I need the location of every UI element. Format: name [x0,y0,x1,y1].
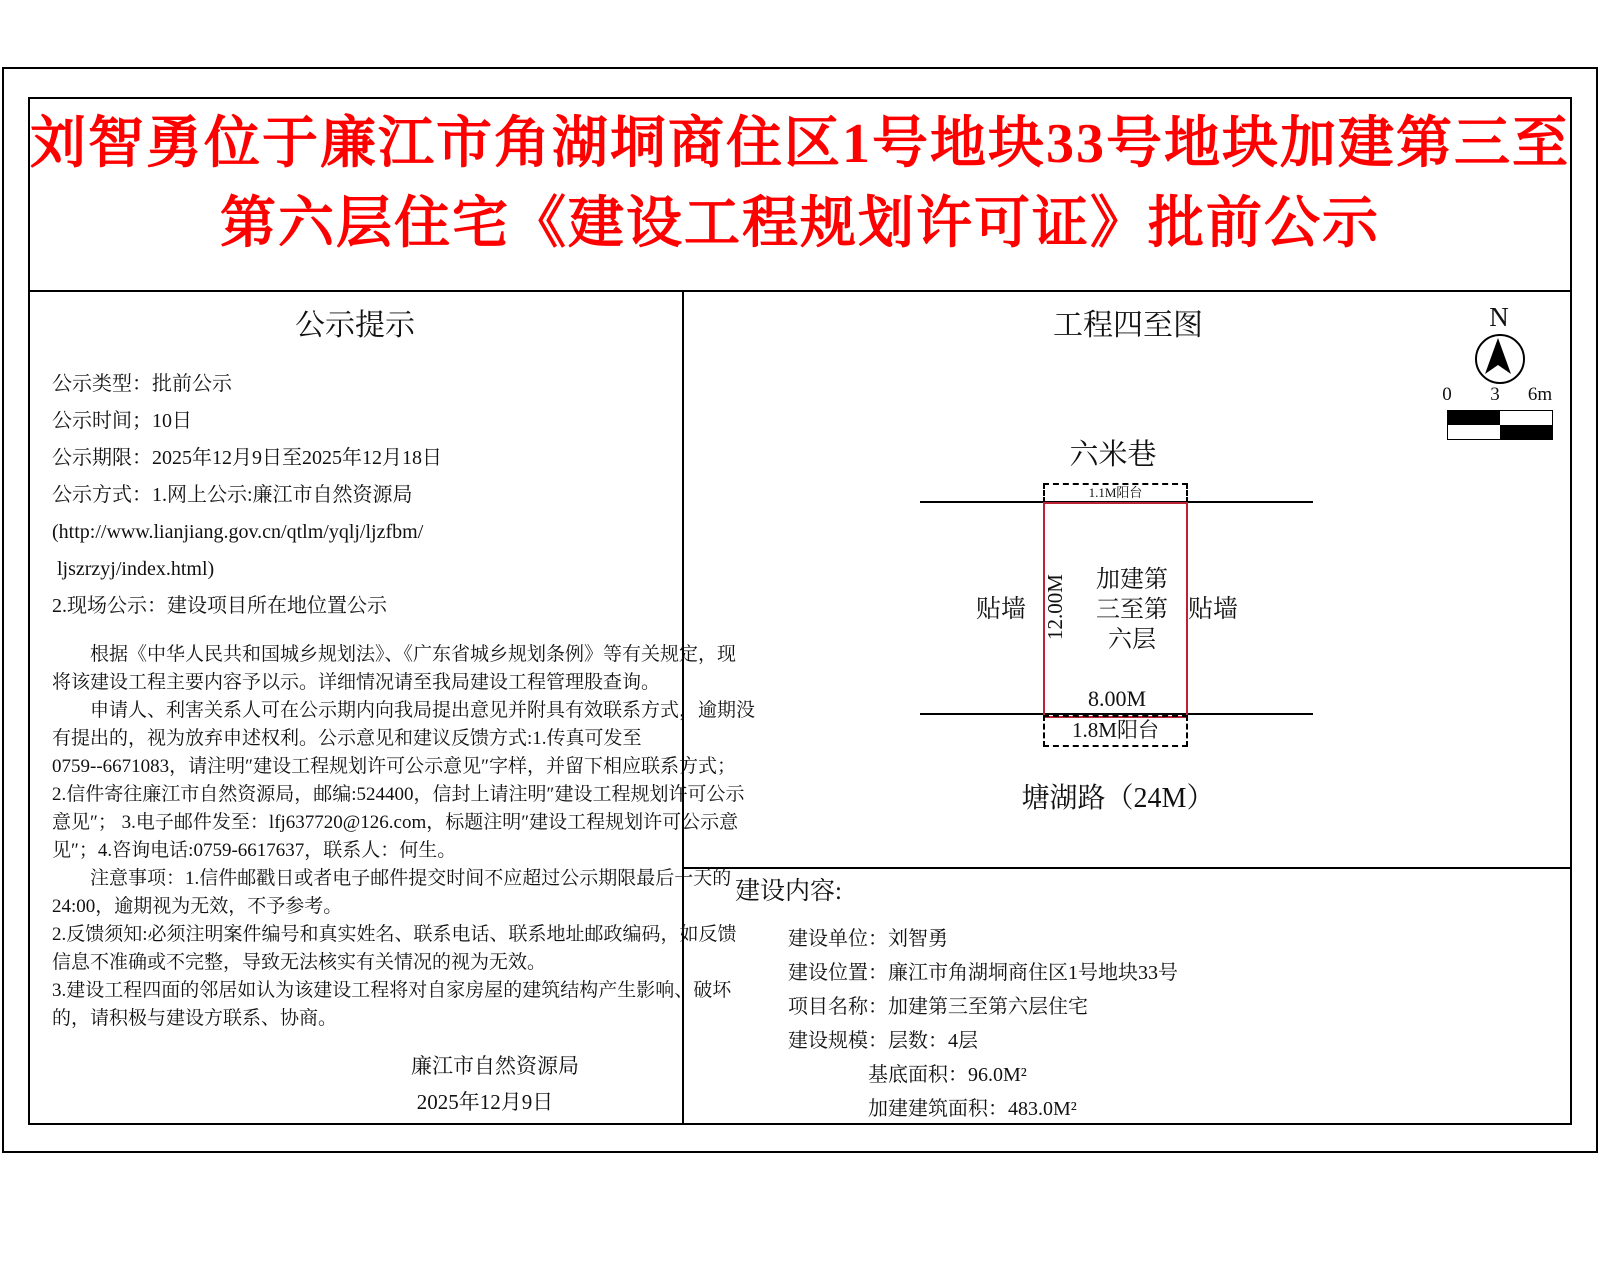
construction-content-items [788,922,1178,1058]
site-map-heading: 工程四至图 [1053,309,1203,342]
text-line: 公示方式：1.网上公示:廉江市自然资源局 [52,484,413,506]
scale-tick-0: 0 [1442,384,1452,405]
text-line: 加建第 [1096,567,1168,593]
text-line: 见″；4.咨询电话:0759-6617637，联系人：何生。 [52,840,457,861]
text-line: 2.反馈须知:必须注明案件编号和真实姓名、联系电话、联系地址邮政编码，如反馈 [52,924,737,945]
text-line: 公示类型：批前公示 [52,373,232,395]
text-line: ljszrzyj/index.html) [52,558,215,580]
text-line: 0759--6671083，请注明″建设工程规划许可公示意见″字样，并留下相应联系方式； [52,756,736,777]
text-line: 基底面积：96.0M² [868,1064,1027,1086]
text-line: 公示期限：2025年12月9日至2025年12月18日 [52,447,442,469]
title-line-1: 刘智勇位于廉江市角湖垌商住区1号地块33号地块加建第三至 [30,113,1570,175]
scale-tick-6m: 6m [1527,384,1553,405]
page-title [28,104,1572,264]
north-arrow-glyph [1477,336,1519,378]
text-line: 的，请积极与建设方联系、协商。 [52,1008,338,1029]
scale-bar-cell [1448,411,1500,425]
text-line: 意见″； 3.电子邮件发至：lfj637720@126.com，标题注明″建设工程规划许可公示意 [52,812,739,833]
text-line: 2.现场公示：建设项目所在地位置公示 [52,595,387,617]
text-line: 有提出的，视为放弃申述权利。公示意见和建议反馈方式:1.传真可发至 [52,728,642,749]
text-line: 2.信件寄往廉江市自然资源局，邮编:524400，信封上请注明″建设工程规划许可公示 [52,784,745,805]
bottom-balcony-outline: 1.8M阳台 [1043,715,1188,747]
text-line: 信息不准确或不完整，导致无法核实有关情况的视为无效。 [52,952,547,973]
title-divider-line [28,290,1572,292]
south-road-label: 塘湖路（24M） [1021,783,1215,814]
notice-info-lines [52,366,672,625]
issue-date: 2025年12月9日 [416,1090,554,1114]
text-line: 3.建设工程四面的邻居如认为该建设工程将对自家房屋的建筑结构产生影响、破坏 [52,980,732,1001]
text-line: 建设规模：层数：4层 [788,1030,978,1052]
north-arrow-icon [1475,334,1525,384]
construction-content-subitems [868,1058,1077,1126]
right-panel-divider-line [684,867,1572,869]
right-wall-label: 贴墙 [1187,596,1238,623]
scale-tick-3: 3 [1490,384,1500,405]
construction-content-heading: 建设内容: [735,878,842,905]
scale-bar-cell [1500,411,1552,425]
text-line: (http://www.lianjiang.gov.cn/qtlm/yqlj/ljzfbm/ [52,521,424,543]
plot-height-dimension: 12.00M [1043,574,1067,640]
left-wall-label: 贴墙 [975,596,1026,623]
notice-paragraph-lines [52,641,756,1033]
text-line: 加建建筑面积：483.0M² [868,1098,1077,1120]
text-line: 申请人、利害关系人可在公示期内向我局提出意见并附具有效联系方式，逾期没 [52,700,756,721]
text-line: 建设单位：刘智勇 [788,928,948,950]
plot-width-dimension: 8.00M [1087,686,1147,711]
notice-tips-heading: 公示提示 [295,309,415,342]
text-line: 六层 [1108,627,1156,653]
text-line: 根据《中华人民共和国城乡规划法》、《广东省城乡规划条例》等有关规定，现 [52,644,737,665]
text-line: 三至第 [1096,597,1168,623]
scale-bar-cell [1448,425,1500,439]
title-line-2: 第六层住宅《建设工程规划许可证》批前公示 [220,193,1380,255]
north-arrow-label: N [1489,302,1509,332]
text-line: 公示时间；10日 [52,410,192,432]
text-line: 将该建设工程主要内容予以示。详细情况请至我局建设工程管理股查询。 [52,672,661,693]
north-road-label: 六米巷 [1069,439,1157,471]
text-line: 项目名称：加建第三至第六层住宅 [788,996,1088,1018]
text-line: 建设位置：廉江市角湖垌商住区1号地块33号 [788,962,1178,984]
scale-bar-cell [1500,425,1552,439]
scale-bar-icon [1447,410,1553,440]
top-balcony-outline: 1.1M阳台 [1043,483,1188,503]
issuer-signature: 廉江市自然资源局 [411,1054,579,1078]
text-line: 24:00，逾期视为无效，不予参考。 [52,896,343,917]
text-line: 注意事项：1.信件邮戳日或者电子邮件提交时间不应超过公示期限最后一天的 [52,868,732,889]
